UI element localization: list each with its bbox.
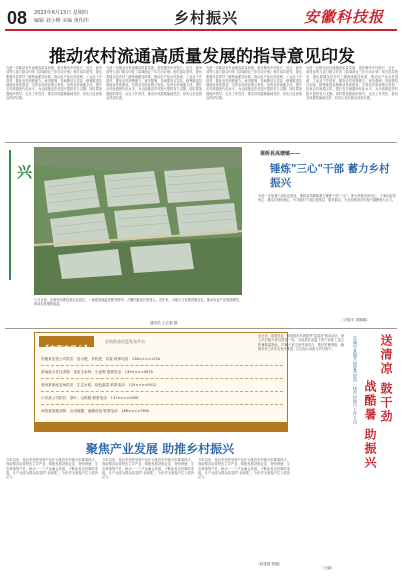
trade-title-bar (39, 336, 94, 353)
side-banner (9, 150, 31, 280)
section-title: 乡村振兴 (174, 9, 239, 27)
trade-row: 亳州某家庭农场供应：生态水稻、绿色蔬菜 联系电话：135××××9012 (41, 379, 283, 392)
greenhouse-photo (34, 147, 242, 295)
trade-footer-text: 本版刊登农资供求信息请与本报联系 联系电话：0551-84×××× (109, 434, 213, 438)
right-article-headline-text: 锤炼"三心"干部 蓄力乡村振兴 (270, 163, 390, 189)
trade-row: 六安某公司供应：茶叶、山核桃 联系电话：137××××3456 (41, 392, 283, 405)
trade-row: 安徽某农资公司供应：复合肥、有机肥、尿素 联系电话：138××××1234 (41, 353, 283, 366)
masthead: 安徽科技报 (304, 8, 385, 26)
main-article-col-3: 为进一步推动农村流通高质量发展，更好服务乡村振兴，近日，商务部等九部门联合印发《县域商业三年行动计划》相关指导意见，提出要健全县乡村三级物流配送体系，推动农产品出村进城、工业品下乡进村，激发农村消费潜力。意见强调，各地要结合实际，统筹推进县域商业体系建设，完善农村商业网点布局，培育农村流通主体，提升农村流通现代化水平，为全面推进乡村振兴提供有力支撑。同时要加强组织领导，压实工作责任，推动各项措施落地见效，切实让农民群众得到实惠。 (206, 66, 302, 101)
page-header (0, 0, 402, 34)
page-number: 08 (7, 8, 28, 28)
trade-row: 淮南某合作社求购：优质玉米种、小麦种 联系电话：139××××5678 (41, 366, 283, 379)
trade-footer (35, 422, 287, 438)
right-bottom-title-a: 送清凉 鼓干劲 (379, 334, 393, 425)
aerial-greenhouse-image (34, 147, 242, 295)
side-banner-text: 兴 (15, 164, 33, 182)
trade-row: 阜阳某基地求购：农用地膜、滴灌设备 联系电话：186××××7890 (41, 409, 150, 413)
trade-subtitle: 农资供求信息发布平台 (105, 339, 145, 344)
header-rule (5, 29, 397, 31)
editor-line: 编辑 刘小峰 美编 黄伟伟 (34, 18, 89, 24)
photo-credit: 通讯员 王志强 摄 (150, 321, 178, 325)
main-article-col-4: 为进一步推动农村流通高质量发展，更好服务乡村振兴，近日，商务部等九部门联合印发《县域商业三年行动计划》相关指导意见，提出要健全县乡村三级物流配送体系，推动农产品出村进城、工业品下乡进村，激发农村消费潜力。意见强调，各地要结合实际，统筹推进县域商业体系建设，完善农村商业网点布局，培育农村流通主体，提升农村流通现代化水平，为全面推进乡村振兴提供有力支撑。同时要加强组织领导，压实工作责任，推动各项措施落地见效，切实让农民群众得到实惠。 (306, 66, 398, 101)
bottom-article-col-1: 今年以来，某县坚持把发展产业作为推进乡村振兴的重要抓手，因地制宜培育特色主导产业，积极发展设施农业、特色种植、生态养殖等产业，推动一二三产业融合发展，不断拓宽农民增收渠道，让产业成为群众致富的"金钥匙"，为乡村全面振兴注入强劲动力。 (6, 458, 98, 480)
trade-title: 【农资交易台】 (42, 345, 91, 353)
right-bottom-title-b: 战酷暑 助振兴 (363, 380, 377, 471)
right-article-credit: （卢振宇 刘娜娜） (340, 318, 370, 322)
right-bottom-credit: （王晓） (320, 566, 335, 570)
bottom-article-col-3: 今年以来，某县坚持把发展产业作为推进乡村振兴的重要抓手，因地制宜培育特色主导产业，积极发展设施农业、特色种植、生态养殖等产业，推动一二三产业融合发展，不断拓宽农民增收渠道，让产业成为群众致富的"金钥匙"，为乡村全面振兴注入强劲动力。 (198, 458, 290, 480)
divider (5, 328, 397, 329)
date-line: 2023年6月15日 星期四 (34, 10, 88, 16)
right-article-body: 为进一步加强干部队伍建设，课桥县高塘镇着力锤炼干部"三心"，即为民服务的初心、干事创业的恒心、廉洁自律的戒心，引导镇村干部扎根基层、服务群众，为全面推进乡村振兴凝聚强大合力。 (258, 194, 396, 203)
photo-caption: 六月日前，在宿州市萧县某农业园区，一座座智能温室整齐排列，大棚内蔬菜长势喜人。近年来，当地大力发展设施农业，推动农业产业提质增效，带动农民增收致富。 (34, 298, 242, 307)
main-article-col-1: 为进一步推动农村流通高质量发展，更好服务乡村振兴，近日，商务部等九部门联合印发《县域商业三年行动计划》相关指导意见，提出要健全县乡村三级物流配送体系，推动农产品出村进城、工业品下乡进村，激发农村消费潜力。意见强调，各地要结合实际，统筹推进县域商业体系建设，完善农村商业网点布局，培育农村流通主体，提升农村流通现代化水平，为全面推进乡村振兴提供有力支撑。同时要加强组织领导，压实工作责任，推动各项措施落地见效，切实让农民群众得到实惠。 (6, 66, 102, 101)
right-bottom-deck: 宣城市某镇开展夏季慰问一线乡村振兴工作人员 (353, 336, 358, 424)
trade-list (41, 353, 283, 418)
right-article-headline (270, 162, 390, 190)
main-headline: 推动农村流通高质量发展的指导意见印发 (49, 47, 355, 67)
trade-box (34, 332, 288, 438)
bottom-article-col-2: 今年以来，某县坚持把发展产业作为推进乡村振兴的重要抓手，因地制宜培育特色主导产业，积极发展设施农业、特色种植、生态养殖等产业，推动一二三产业融合发展，不断拓宽农民增收渠道，让产业成为群众致富的"金钥匙"，为乡村全面振兴注入强劲动力。 (102, 458, 194, 480)
bottom-headline: 聚焦产业发展 助推乡村振兴 (85, 442, 235, 456)
bottom-credit: （张建国 蔡健） (256, 562, 283, 566)
divider (5, 142, 397, 143)
right-bottom-body: 连日来，某镇党委、政府组织开展夏季"送清凉"慰问活动，深入乡村振兴项目建设一线，为奋战在高温下的干部职工送去防暑降温物品，叮嘱大家注意劳逸结合，做好防暑措施，确保各项工作安全有序推进，以实际行动助力乡村振兴。 (258, 334, 344, 351)
right-article-kicker: 课桥县高塘镇—— (260, 151, 301, 157)
main-article-col-2: 为进一步推动农村流通高质量发展，更好服务乡村振兴，近日，商务部等九部门联合印发《县域商业三年行动计划》相关指导意见，提出要健全县乡村三级物流配送体系，推动农产品出村进城、工业品下乡进村，激发农村消费潜力。意见强调，各地要结合实际，统筹推进县域商业体系建设，完善农村商业网点布局，培育农村流通主体，提升农村流通现代化水平，为全面推进乡村振兴提供有力支撑。同时要加强组织领导，压实工作责任，推动各项措施落地见效，切实让农民群众得到实惠。 (106, 66, 202, 101)
